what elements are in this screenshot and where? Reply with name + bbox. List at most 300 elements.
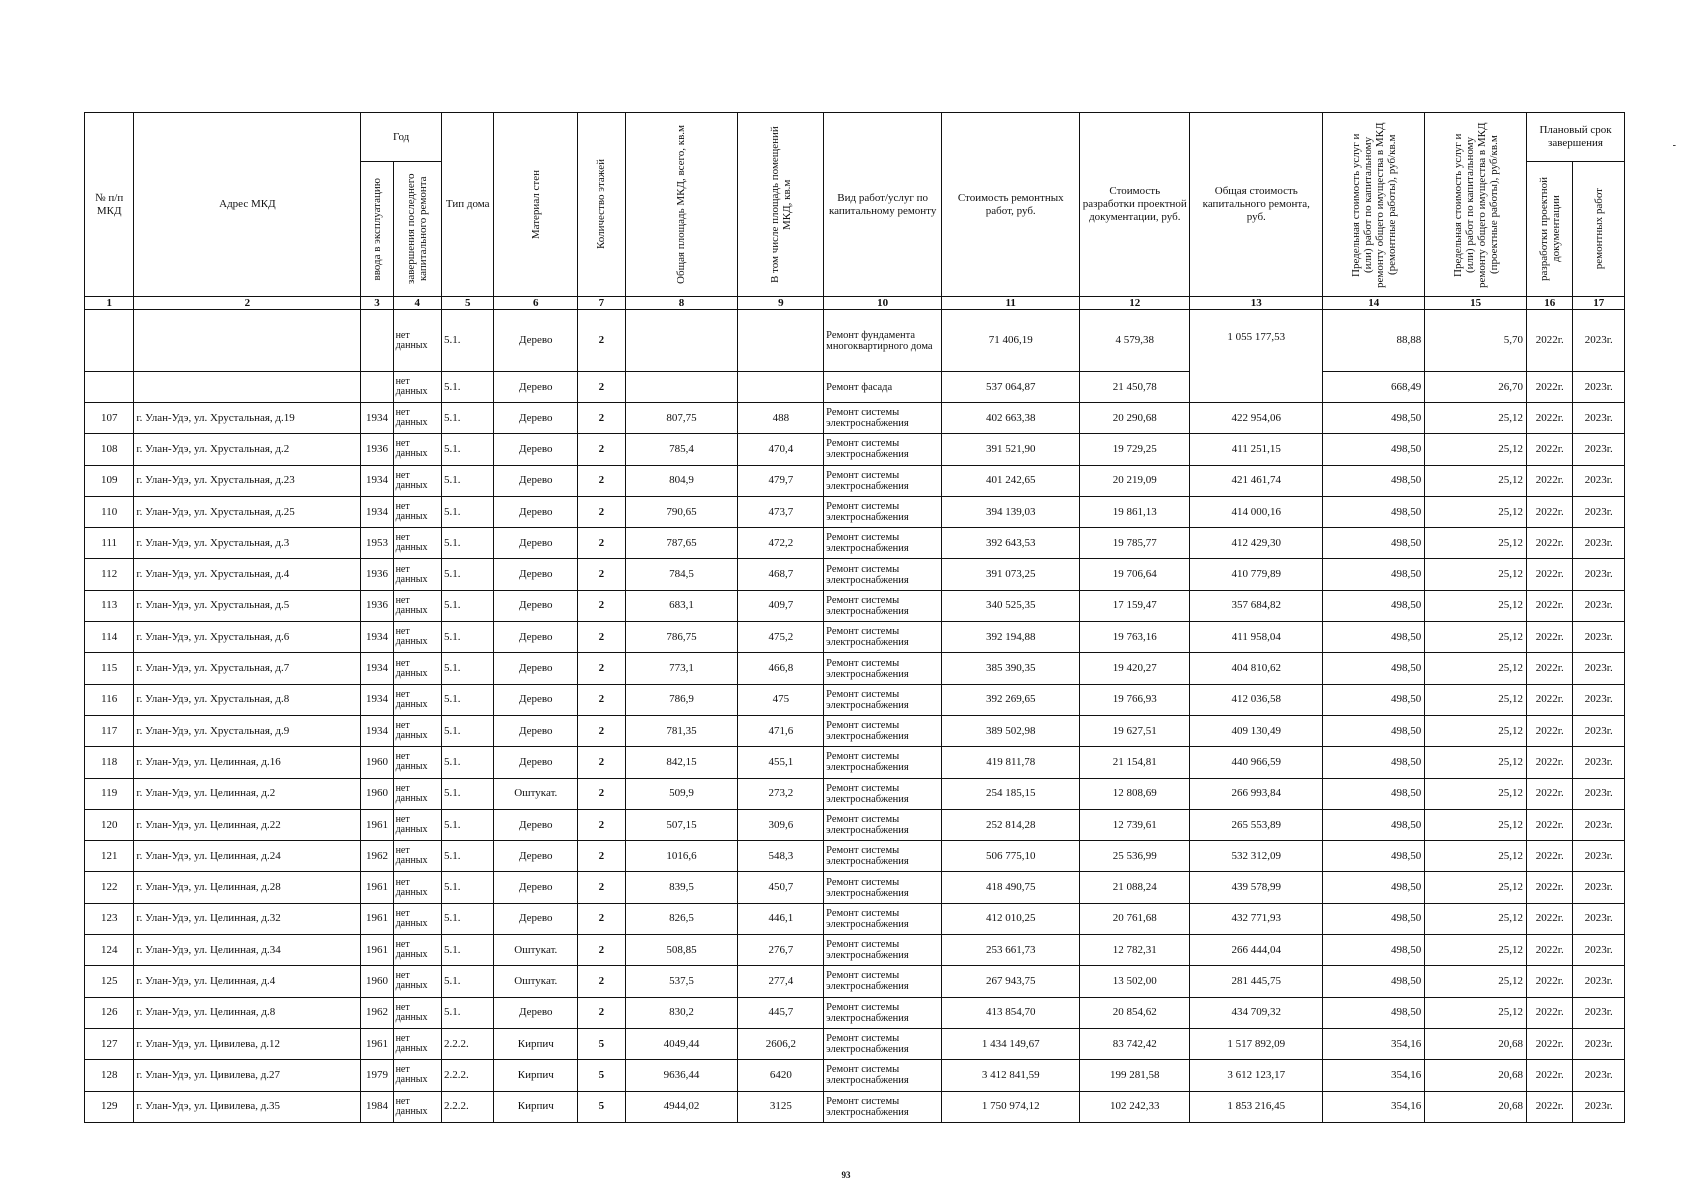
cell-deadline-repair: 2023г. (1573, 684, 1625, 715)
cell-total-cost: 3 612 123,17 (1190, 1060, 1323, 1091)
cell-deadline-design: 2022г. (1527, 622, 1573, 653)
cell-house-type: 5.1. (441, 310, 493, 372)
column-number: 4 (393, 297, 441, 310)
cell-design-cost: 199 281,58 (1080, 1060, 1190, 1091)
cell-year-commission: 1961 (361, 872, 393, 903)
cell-wall-material: Оштукат. (494, 935, 578, 966)
cell-repair-cost: 252 814,28 (942, 809, 1080, 840)
cell-wall-material: Оштукат. (494, 778, 578, 809)
cell-address (134, 310, 361, 372)
table-row (85, 966, 1625, 997)
margin-mark: - (1672, 140, 1676, 151)
cell-year-commission: 1961 (361, 935, 393, 966)
cell-deadline-repair: 2023г. (1573, 841, 1625, 872)
cell-address: г. Улан-Удэ, ул. Хрустальная, д.3 (134, 528, 361, 559)
cell-limit-design: 25,12 (1425, 935, 1527, 966)
cell-house-type: 5.1. (441, 684, 493, 715)
cell-design-cost: 19 766,93 (1080, 684, 1190, 715)
cell-limit-repair: 498,50 (1323, 778, 1425, 809)
table-body (85, 310, 1625, 1123)
cell-total-area: 839,5 (625, 872, 738, 903)
cell-house-type: 5.1. (441, 590, 493, 621)
cell-repair-cost: 1 434 149,67 (942, 1028, 1080, 1059)
header-house-type: Тип дома (441, 113, 493, 297)
cell-total-area (625, 372, 738, 403)
cell-repair-cost: 391 073,25 (942, 559, 1080, 590)
cell-deadline-design: 2022г. (1527, 809, 1573, 840)
cell-year-last-repair: нет данных (393, 841, 441, 872)
cell-wall-material: Дерево (494, 903, 578, 934)
cell-limit-design: 25,12 (1425, 841, 1527, 872)
cell-total-cost: 412 429,30 (1190, 528, 1323, 559)
cell-year-commission: 1961 (361, 903, 393, 934)
cell-repair-cost: 254 185,15 (942, 778, 1080, 809)
cell-floors: 2 (578, 809, 625, 840)
cell-num: 110 (85, 496, 134, 527)
cell-num: 121 (85, 841, 134, 872)
cell-deadline-design: 2022г. (1527, 310, 1573, 372)
cell-total-cost: 1 853 216,45 (1190, 1091, 1323, 1122)
cell-wall-material: Дерево (494, 841, 578, 872)
cell-work-type: Ремонт системы электроснабжения (824, 841, 942, 872)
cell-deadline-repair: 2023г. (1573, 747, 1625, 778)
cell-wall-material: Дерево (494, 715, 578, 746)
cell-year-commission: 1961 (361, 1028, 393, 1059)
cell-num: 119 (85, 778, 134, 809)
cell-limit-repair: 668,49 (1323, 372, 1425, 403)
cell-num: 109 (85, 465, 134, 496)
cell-design-cost: 21 450,78 (1080, 372, 1190, 403)
cell-deadline-repair: 2023г. (1573, 403, 1625, 434)
column-number: 13 (1190, 297, 1323, 310)
cell-limit-repair: 88,88 (1323, 310, 1425, 372)
cell-work-type: Ремонт системы электроснабжения (824, 715, 942, 746)
cell-floors: 2 (578, 935, 625, 966)
cell-house-type: 2.2.2. (441, 1060, 493, 1091)
column-number: 16 (1527, 297, 1573, 310)
cell-total-cost: 357 684,82 (1190, 590, 1323, 621)
cell-total-area: 1016,6 (625, 841, 738, 872)
cell-deadline-design: 2022г. (1527, 403, 1573, 434)
cell-premises-area: 479,7 (738, 465, 824, 496)
cell-house-type: 2.2.2. (441, 1028, 493, 1059)
header-floors: Количество этажей (595, 159, 608, 250)
column-number: 5 (441, 297, 493, 310)
cell-premises-area: 409,7 (738, 590, 824, 621)
cell-total-area: 9636,44 (625, 1060, 738, 1091)
cell-work-type: Ремонт системы электроснабжения (824, 809, 942, 840)
cell-premises-area: 2606,2 (738, 1028, 824, 1059)
cell-total-cost: 265 553,89 (1190, 809, 1323, 840)
cell-limit-design: 25,12 (1425, 622, 1527, 653)
cell-wall-material: Дерево (494, 622, 578, 653)
cell-limit-repair: 498,50 (1323, 997, 1425, 1028)
cell-deadline-design: 2022г. (1527, 935, 1573, 966)
cell-premises-area (738, 372, 824, 403)
cell-total-area: 786,9 (625, 684, 738, 715)
cell-address: г. Улан-Удэ, ул. Целинная, д.28 (134, 872, 361, 903)
cell-total-cost: 266 444,04 (1190, 935, 1323, 966)
cell-limit-repair: 498,50 (1323, 528, 1425, 559)
cell-repair-cost: 1 750 974,12 (942, 1091, 1080, 1122)
cell-design-cost: 102 242,33 (1080, 1091, 1190, 1122)
cell-floors: 2 (578, 622, 625, 653)
cell-limit-repair: 354,16 (1323, 1060, 1425, 1091)
column-number-row (85, 297, 1625, 310)
cell-num: 125 (85, 966, 134, 997)
cell-total-area: 508,85 (625, 935, 738, 966)
repair-plan-sheet (84, 112, 1625, 1123)
cell-year-commission: 1960 (361, 747, 393, 778)
cell-limit-design: 25,12 (1425, 747, 1527, 778)
cell-limit-repair: 498,50 (1323, 841, 1425, 872)
cell-deadline-design: 2022г. (1527, 528, 1573, 559)
cell-limit-repair: 354,16 (1323, 1091, 1425, 1122)
cell-design-cost: 12 739,61 (1080, 809, 1190, 840)
cell-limit-design: 25,12 (1425, 684, 1527, 715)
cell-limit-design: 25,12 (1425, 653, 1527, 684)
cell-num: 111 (85, 528, 134, 559)
cell-floors: 2 (578, 872, 625, 903)
cell-limit-repair: 498,50 (1323, 903, 1425, 934)
table-row (85, 559, 1625, 590)
cell-wall-material: Дерево (494, 372, 578, 403)
cell-wall-material: Дерево (494, 590, 578, 621)
cell-work-type: Ремонт системы электроснабжения (824, 935, 942, 966)
header-deadline-design: разработки проектной документации (1537, 176, 1562, 282)
table-row (85, 528, 1625, 559)
cell-house-type: 5.1. (441, 841, 493, 872)
cell-year-last-repair: нет данных (393, 715, 441, 746)
table-row (85, 434, 1625, 465)
cell-year-last-repair: нет данных (393, 590, 441, 621)
cell-address: г. Улан-Удэ, ул. Хрустальная, д.23 (134, 465, 361, 496)
cell-house-type: 5.1. (441, 496, 493, 527)
cell-floors: 5 (578, 1028, 625, 1059)
cell-address: г. Улан-Удэ, ул. Целинная, д.24 (134, 841, 361, 872)
cell-deadline-design: 2022г. (1527, 372, 1573, 403)
column-number: 6 (494, 297, 578, 310)
cell-deadline-design: 2022г. (1527, 590, 1573, 621)
table-row (85, 1028, 1625, 1059)
cell-work-type: Ремонт системы электроснабжения (824, 997, 942, 1028)
cell-design-cost: 12 782,31 (1080, 935, 1190, 966)
cell-design-cost: 19 706,64 (1080, 559, 1190, 590)
cell-num: 126 (85, 997, 134, 1028)
cell-wall-material: Кирпич (494, 1091, 578, 1122)
cell-deadline-design: 2022г. (1527, 496, 1573, 527)
cell-repair-cost: 392 269,65 (942, 684, 1080, 715)
cell-deadline-repair: 2023г. (1573, 715, 1625, 746)
cell-year-last-repair: нет данных (393, 403, 441, 434)
cell-limit-design: 25,12 (1425, 465, 1527, 496)
cell-limit-repair: 498,50 (1323, 559, 1425, 590)
cell-design-cost: 19 763,16 (1080, 622, 1190, 653)
cell-year-last-repair: нет данных (393, 684, 441, 715)
cell-year-last-repair: нет данных (393, 778, 441, 809)
cell-work-type: Ремонт системы электроснабжения (824, 653, 942, 684)
cell-deadline-design: 2022г. (1527, 559, 1573, 590)
cell-num: 107 (85, 403, 134, 434)
cell-year-commission: 1934 (361, 715, 393, 746)
cell-deadline-design: 2022г. (1527, 465, 1573, 496)
cell-year-last-repair: нет данных (393, 747, 441, 778)
cell-premises-area: 455,1 (738, 747, 824, 778)
cell-year-commission: 1960 (361, 778, 393, 809)
cell-wall-material: Дерево (494, 403, 578, 434)
table-row (85, 622, 1625, 653)
cell-total-area: 842,15 (625, 747, 738, 778)
cell-house-type: 5.1. (441, 403, 493, 434)
cell-year-last-repair: нет данных (393, 935, 441, 966)
cell-deadline-design: 2022г. (1527, 997, 1573, 1028)
table-row (85, 715, 1625, 746)
cell-floors: 2 (578, 559, 625, 590)
cell-premises-area: 6420 (738, 1060, 824, 1091)
cell-deadline-repair: 2023г. (1573, 528, 1625, 559)
header-design-cost: Стоимость разработки проектной документации, руб. (1080, 113, 1190, 297)
column-number: 11 (942, 297, 1080, 310)
table-row (85, 684, 1625, 715)
cell-limit-design: 25,12 (1425, 715, 1527, 746)
cell-limit-design: 5,70 (1425, 310, 1527, 372)
cell-limit-design: 25,12 (1425, 496, 1527, 527)
cell-work-type: Ремонт системы электроснабжения (824, 966, 942, 997)
cell-year-commission: 1984 (361, 1091, 393, 1122)
cell-house-type: 5.1. (441, 465, 493, 496)
cell-total-area: 773,1 (625, 653, 738, 684)
cell-address: г. Улан-Удэ, ул. Цивилева, д.35 (134, 1091, 361, 1122)
cell-premises-area: 468,7 (738, 559, 824, 590)
column-number: 14 (1323, 297, 1425, 310)
cell-year-commission: 1961 (361, 809, 393, 840)
cell-limit-design: 25,12 (1425, 778, 1527, 809)
cell-floors: 2 (578, 372, 625, 403)
header-year-last-repair: завершения последнего капитального ремонта (405, 173, 430, 285)
cell-total-cost: 411 958,04 (1190, 622, 1323, 653)
cell-deadline-repair: 2023г. (1573, 622, 1625, 653)
cell-total-cost: 422 954,06 (1190, 403, 1323, 434)
cell-house-type: 5.1. (441, 903, 493, 934)
cell-limit-design: 25,12 (1425, 872, 1527, 903)
table-row (85, 372, 1625, 403)
cell-design-cost: 19 861,13 (1080, 496, 1190, 527)
cell-work-type: Ремонт фасада (824, 372, 942, 403)
cell-num: 124 (85, 935, 134, 966)
cell-year-last-repair: нет данных (393, 872, 441, 903)
cell-wall-material: Кирпич (494, 1060, 578, 1091)
cell-limit-repair: 498,50 (1323, 465, 1425, 496)
cell-num: 118 (85, 747, 134, 778)
cell-premises-area: 445,7 (738, 997, 824, 1028)
cell-limit-repair: 498,50 (1323, 684, 1425, 715)
cell-deadline-repair: 2023г. (1573, 590, 1625, 621)
cell-total-cost: 410 779,89 (1190, 559, 1323, 590)
cell-year-commission: 1934 (361, 622, 393, 653)
cell-limit-repair: 498,50 (1323, 590, 1425, 621)
cell-total-cost: 414 000,16 (1190, 496, 1323, 527)
cell-floors: 2 (578, 997, 625, 1028)
cell-design-cost: 21 088,24 (1080, 872, 1190, 903)
column-number: 1 (85, 297, 134, 310)
cell-house-type: 2.2.2. (441, 1091, 493, 1122)
cell-floors: 2 (578, 841, 625, 872)
page-number: 93 (841, 1170, 851, 1180)
cell-deadline-repair: 2023г. (1573, 465, 1625, 496)
cell-wall-material: Дерево (494, 310, 578, 372)
cell-premises-area: 3125 (738, 1091, 824, 1122)
cell-floors: 2 (578, 310, 625, 372)
cell-work-type: Ремонт системы электроснабжения (824, 1028, 942, 1059)
cell-total-area: 804,9 (625, 465, 738, 496)
cell-repair-cost: 392 194,88 (942, 622, 1080, 653)
cell-floors: 2 (578, 747, 625, 778)
cell-year-last-repair: нет данных (393, 997, 441, 1028)
cell-floors: 2 (578, 403, 625, 434)
cell-wall-material: Дерево (494, 997, 578, 1028)
cell-year-last-repair: нет данных (393, 653, 441, 684)
cell-wall-material: Дерево (494, 559, 578, 590)
cell-premises-area: 473,7 (738, 496, 824, 527)
cell-address: г. Улан-Удэ, ул. Хрустальная, д.7 (134, 653, 361, 684)
cell-house-type: 5.1. (441, 966, 493, 997)
cell-repair-cost: 401 242,65 (942, 465, 1080, 496)
cell-repair-cost: 413 854,70 (942, 997, 1080, 1028)
cell-year-commission: 1934 (361, 496, 393, 527)
cell-premises-area: 475 (738, 684, 824, 715)
table-row (85, 809, 1625, 840)
cell-floors: 2 (578, 684, 625, 715)
cell-wall-material: Дерево (494, 465, 578, 496)
cell-premises-area: 475,2 (738, 622, 824, 653)
cell-design-cost: 19 627,51 (1080, 715, 1190, 746)
column-number: 9 (738, 297, 824, 310)
cell-design-cost: 20 854,62 (1080, 997, 1190, 1028)
cell-total-cost: 432 771,93 (1190, 903, 1323, 934)
cell-floors: 2 (578, 778, 625, 809)
cell-total-area: 826,5 (625, 903, 738, 934)
cell-year-last-repair: нет данных (393, 1060, 441, 1091)
cell-floors: 5 (578, 1060, 625, 1091)
cell-deadline-design: 2022г. (1527, 684, 1573, 715)
cell-work-type: Ремонт системы электроснабжения (824, 1060, 942, 1091)
cell-limit-repair: 498,50 (1323, 622, 1425, 653)
cell-address: г. Улан-Удэ, ул. Целинная, д.2 (134, 778, 361, 809)
cell-total-cost: 440 966,59 (1190, 747, 1323, 778)
table-row (85, 841, 1625, 872)
cell-wall-material: Дерево (494, 872, 578, 903)
cell-address: г. Улан-Удэ, ул. Хрустальная, д.25 (134, 496, 361, 527)
cell-repair-cost: 253 661,73 (942, 935, 1080, 966)
cell-design-cost: 12 808,69 (1080, 778, 1190, 809)
cell-work-type: Ремонт системы электроснабжения (824, 1091, 942, 1122)
cell-num: 113 (85, 590, 134, 621)
cell-limit-design: 25,12 (1425, 559, 1527, 590)
cell-repair-cost: 537 064,87 (942, 372, 1080, 403)
cell-design-cost: 83 742,42 (1080, 1028, 1190, 1059)
cell-address: г. Улан-Удэ, ул. Целинная, д.8 (134, 997, 361, 1028)
cell-design-cost: 19 785,77 (1080, 528, 1190, 559)
cell-house-type: 5.1. (441, 434, 493, 465)
cell-address: г. Улан-Удэ, ул. Целинная, д.16 (134, 747, 361, 778)
cell-repair-cost: 391 521,90 (942, 434, 1080, 465)
cell-total-area (625, 310, 738, 372)
cell-deadline-repair: 2023г. (1573, 434, 1625, 465)
cell-year-last-repair: нет данных (393, 496, 441, 527)
header-total-cost: Общая стоимость капитального ремонта, руб. (1190, 113, 1323, 297)
cell-year-last-repair: нет данных (393, 310, 441, 372)
cell-year-last-repair: нет данных (393, 465, 441, 496)
cell-deadline-repair: 2023г. (1573, 559, 1625, 590)
cell-year-commission: 1979 (361, 1060, 393, 1091)
cell-design-cost: 20 290,68 (1080, 403, 1190, 434)
cell-limit-repair: 498,50 (1323, 872, 1425, 903)
cell-limit-repair: 354,16 (1323, 1028, 1425, 1059)
cell-deadline-design: 2022г. (1527, 966, 1573, 997)
header-num: № п/п МКД (85, 113, 134, 297)
cell-work-type: Ремонт системы электроснабжения (824, 778, 942, 809)
cell-address: г. Улан-Удэ, ул. Хрустальная, д.8 (134, 684, 361, 715)
cell-design-cost: 17 159,47 (1080, 590, 1190, 621)
cell-num: 129 (85, 1091, 134, 1122)
header-wall-material: Материал стен (529, 169, 542, 240)
cell-floors: 5 (578, 1091, 625, 1122)
cell-deadline-design: 2022г. (1527, 1091, 1573, 1122)
cell-work-type: Ремонт фундамента многоквартирного дома (824, 310, 942, 372)
cell-num: 122 (85, 872, 134, 903)
column-number: 12 (1080, 297, 1190, 310)
cell-house-type: 5.1. (441, 935, 493, 966)
cell-address: г. Улан-Удэ, ул. Цивилева, д.27 (134, 1060, 361, 1091)
cell-total-cost: 532 312,09 (1190, 841, 1323, 872)
cell-premises-area: 277,4 (738, 966, 824, 997)
cell-work-type: Ремонт системы электроснабжения (824, 403, 942, 434)
cell-limit-design: 25,12 (1425, 903, 1527, 934)
cell-design-cost: 19 420,27 (1080, 653, 1190, 684)
cell-deadline-design: 2022г. (1527, 715, 1573, 746)
cell-num: 116 (85, 684, 134, 715)
cell-work-type: Ремонт системы электроснабжения (824, 622, 942, 653)
cell-house-type: 5.1. (441, 809, 493, 840)
cell-work-type: Ремонт системы электроснабжения (824, 903, 942, 934)
cell-house-type: 5.1. (441, 715, 493, 746)
cell-deadline-repair: 2023г. (1573, 310, 1625, 372)
cell-premises-area: 466,8 (738, 653, 824, 684)
cell-deadline-repair: 2023г. (1573, 935, 1625, 966)
header-total-area: Общая площадь МКД, всего, кв.м (675, 125, 688, 284)
cell-address: г. Улан-Удэ, ул. Хрустальная, д.2 (134, 434, 361, 465)
cell-year-commission: 1936 (361, 559, 393, 590)
cell-deadline-repair: 2023г. (1573, 1060, 1625, 1091)
cell-address: г. Улан-Удэ, ул. Хрустальная, д.19 (134, 403, 361, 434)
cell-limit-repair: 498,50 (1323, 715, 1425, 746)
cell-design-cost: 19 729,25 (1080, 434, 1190, 465)
cell-num: 123 (85, 903, 134, 934)
cell-limit-repair: 498,50 (1323, 403, 1425, 434)
cell-total-area: 507,15 (625, 809, 738, 840)
cell-total-area: 807,75 (625, 403, 738, 434)
cell-premises-area: 488 (738, 403, 824, 434)
cell-deadline-design: 2022г. (1527, 841, 1573, 872)
cell-work-type: Ремонт системы электроснабжения (824, 684, 942, 715)
cell-year-commission: 1934 (361, 403, 393, 434)
cell-limit-repair: 498,50 (1323, 496, 1425, 527)
cell-premises-area: 548,3 (738, 841, 824, 872)
cell-deadline-design: 2022г. (1527, 903, 1573, 934)
cell-year-commission (361, 310, 393, 372)
cell-work-type: Ремонт системы электроснабжения (824, 872, 942, 903)
cell-deadline-design: 2022г. (1527, 872, 1573, 903)
